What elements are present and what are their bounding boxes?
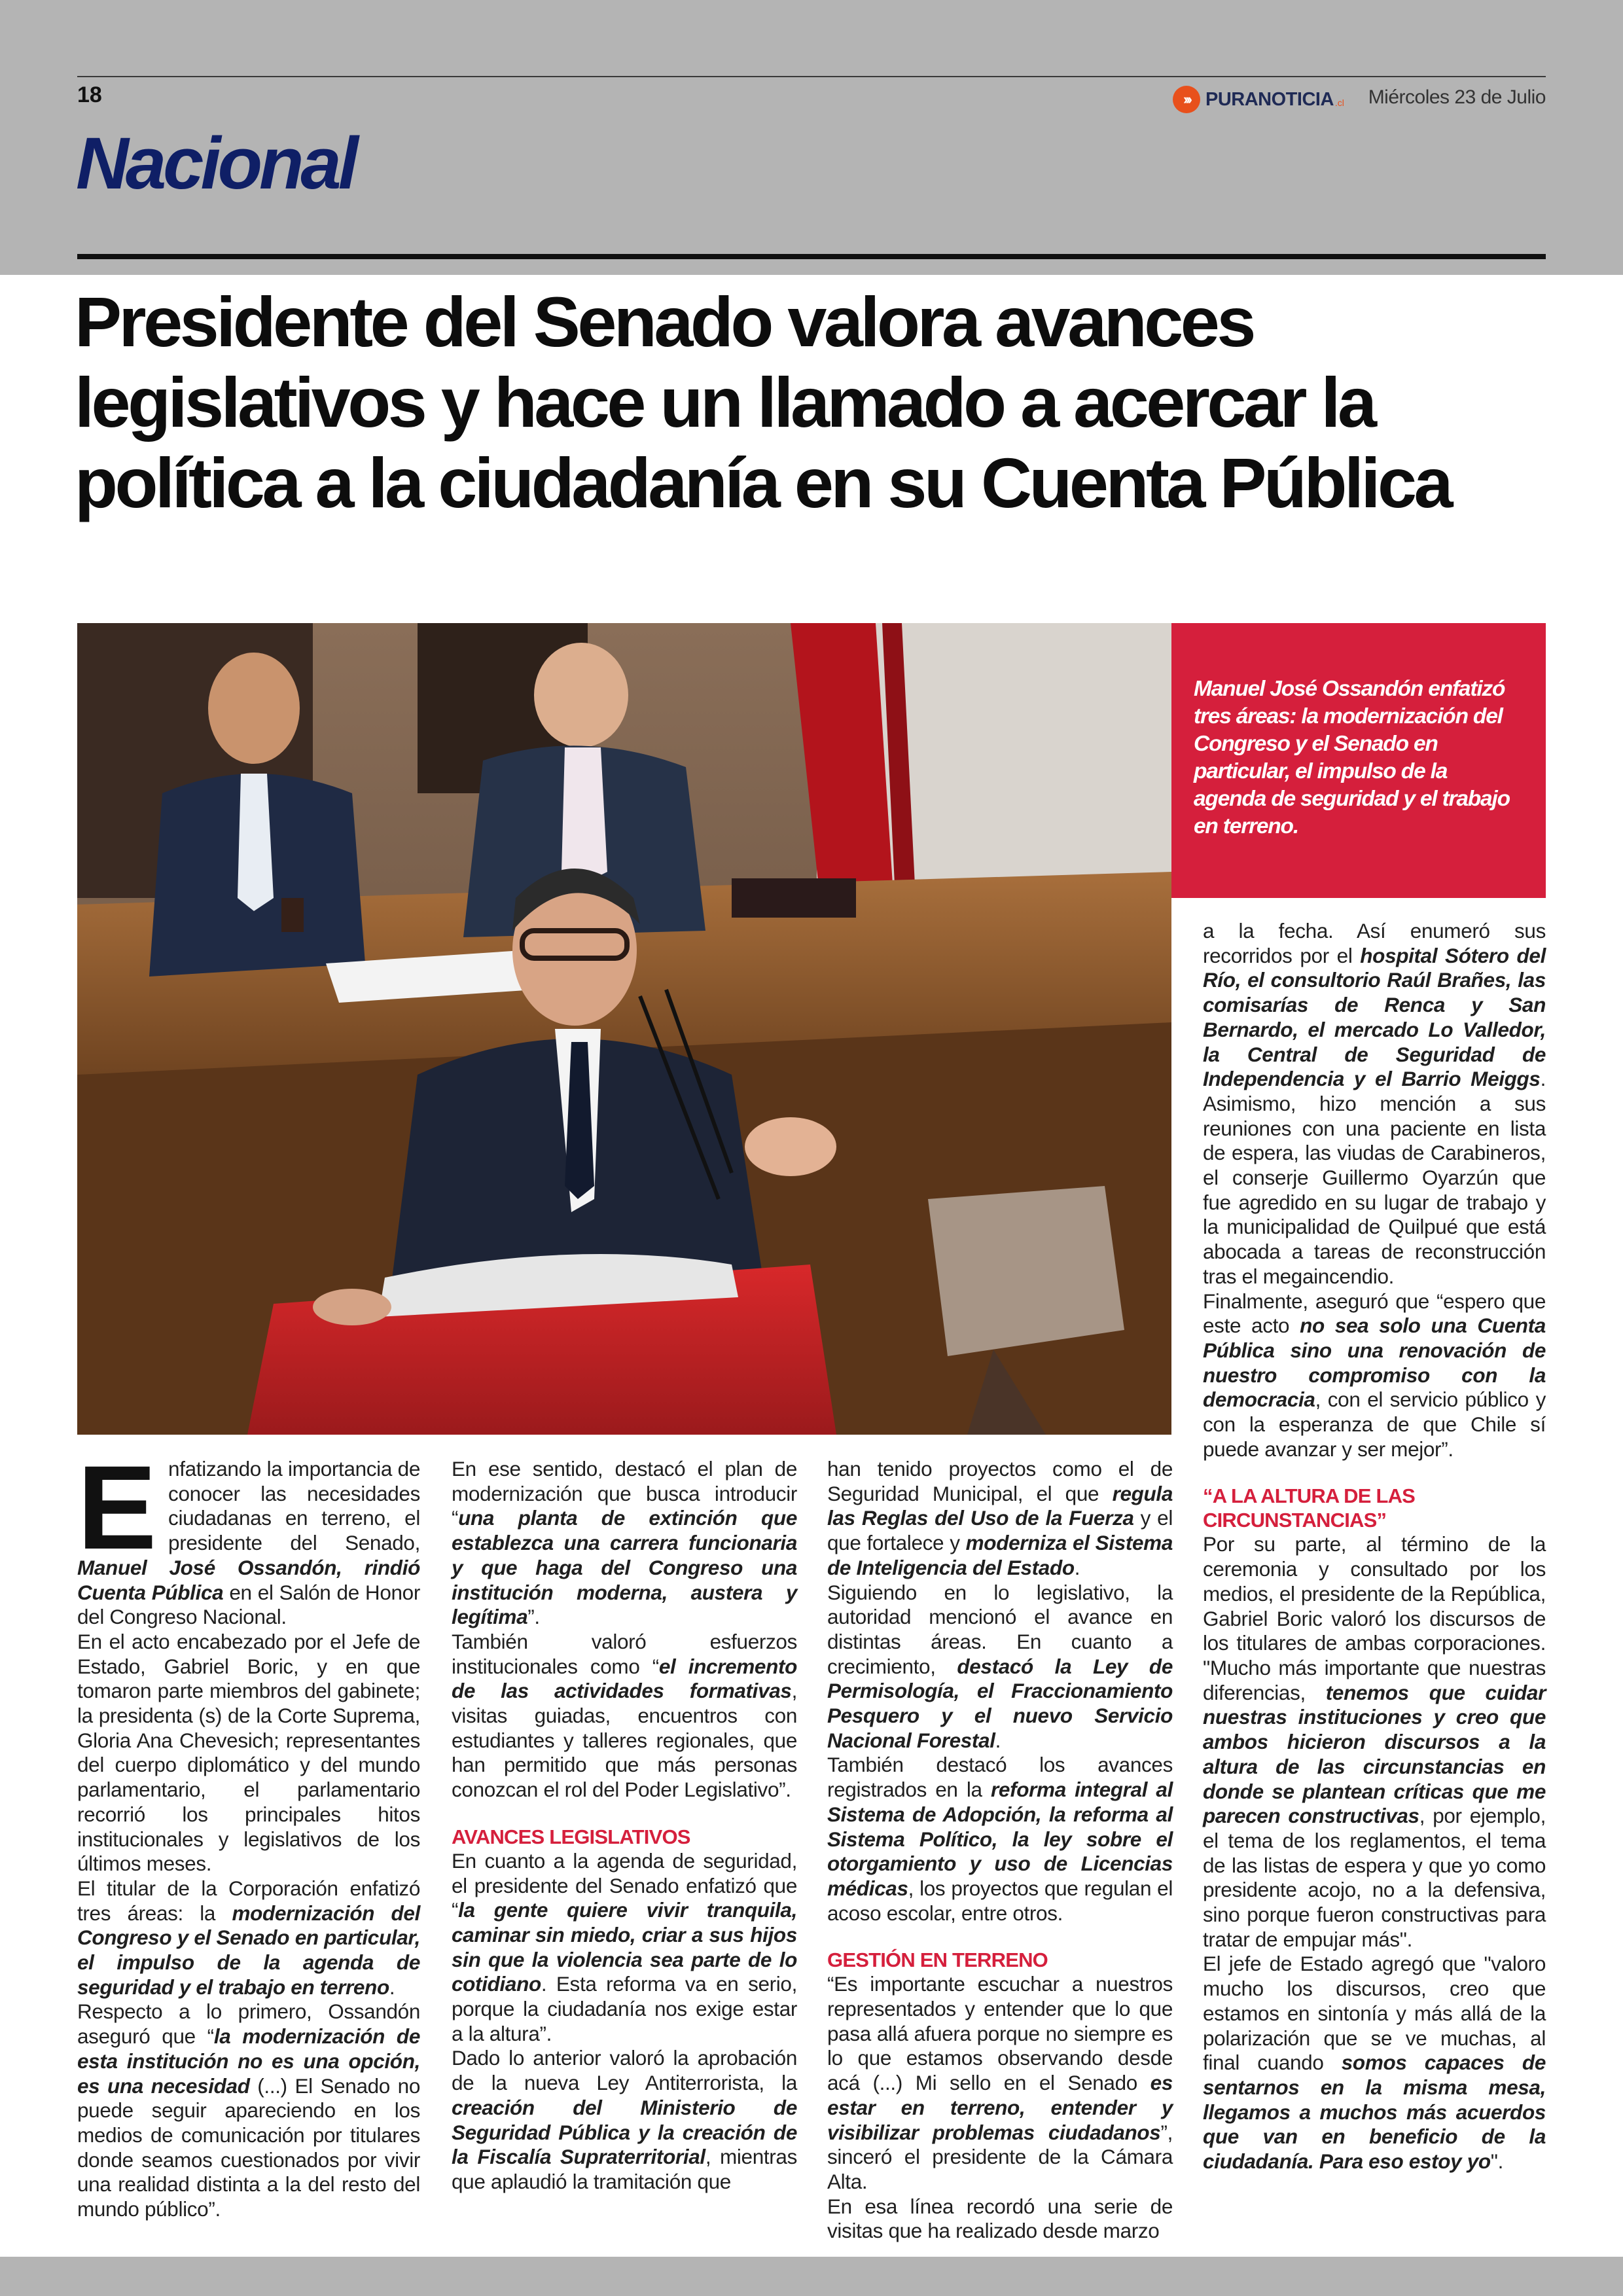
- article-column-3: [827, 1457, 1173, 2244]
- issue-date: Miércoles 23 de Julio: [1368, 86, 1546, 108]
- paragraph-text: El jefe de Estado agregó que "valoro mucho los discursos, creo que estamos en sintonía y más allá de la polarización que se ve muchas, al final cuando: [1203, 1952, 1546, 2075]
- paragraph-text: Respecto a lo primero, Ossandón aseguró que “: [77, 2000, 420, 2049]
- bold-text: creación del Ministerio de Seguridad Pública y la creación de la Fiscalía Supraterritorial: [452, 2095, 797, 2169]
- subheading: GESTIÓN EN TERRENO: [827, 1948, 1048, 1972]
- paragraph-text: a la fecha. Así enumeró sus recorridos por el: [1203, 919, 1546, 967]
- section-title: Nacional: [76, 122, 355, 204]
- paragraph-text: han tenido proyectos como el de Seguridad Municipal, el que: [827, 1457, 1173, 1505]
- paragraph-text: . Asimismo, hizo mención a sus reuniones con una paciente en lista de espera, las viudas de Carabineros, el conserje Guillermo Oyarzún que fue agredido en su lugar de trabajo y la municipalidad de Quilpué que está abocada a tareas de reconstrucción tras el megaincendio.: [1203, 1067, 1546, 1288]
- bold-text: moderniza el Sistema de Inteligencia del Estado: [827, 1531, 1173, 1579]
- bold-text: es estar en terreno, entender y visibilizar problemas ciudadanos: [827, 2071, 1173, 2144]
- paragraph-text: ”.: [527, 1605, 540, 1629]
- bold-text: hospital Sótero del Río, el consultorio Raúl Brañes, las comisarías de Renca y San Bernardo, el mercado Lo Valledor, la Central de Seguridad de Independencia y el Barrio Meiggs: [1203, 943, 1546, 1091]
- paragraph-text: .: [995, 1728, 1001, 1752]
- drop-cap: E: [77, 1441, 157, 1574]
- paragraph-text: Finalmente, aseguró que “espero que este acto: [1203, 1289, 1546, 1338]
- paragraph-text: , visitas guiadas, encuentros con estudiantes y talleres regionales, que han permitido que más personas conozcan el rol del Poder Legislativo”.: [452, 1679, 797, 1802]
- article-paragraph: [77, 1630, 420, 1876]
- article-paragraph: [452, 2046, 797, 2194]
- paragraph-text: En cuanto a la agenda de seguridad, el presidente del Senado enfatizó que “: [452, 1848, 797, 1922]
- paragraph-text: , por ejemplo, el tema de los reglamentos, el tema de las listas de espera y que yo como presidente acojo, no a la defensiva, sino porque fueron constructivas para tratar de empujar más".: [1203, 1804, 1546, 1951]
- article-paragraph: [452, 1457, 797, 1630]
- article-paragraph: [827, 1581, 1173, 1753]
- paragraph-text: (...) El Senado no puede seguir apareciendo en los medios de comunicación por titulares donde seamos cuestionados por vivir una realidad distinta a la del resto del mundo público”.: [77, 2073, 420, 2221]
- article-column-4: [1203, 919, 1546, 2174]
- headline-rule: [77, 254, 1546, 259]
- paragraph-text: .: [1074, 1555, 1080, 1579]
- paragraph-text: ".: [1490, 2149, 1504, 2174]
- article-paragraph: [77, 1876, 420, 2000]
- paragraph-text: en el Salón de Honor del Congreso Nacional.: [77, 1580, 420, 1629]
- article-column-1: [77, 1441, 420, 2222]
- bold-text: tenemos que cuidar nuestras instituciones y creo que ambos hicieron discursos a la altura de las circunstancias en donde se plantean críticas que me parecen constructivas: [1203, 1680, 1546, 1828]
- paragraph-text: El titular de la Corporación enfatizó tres áreas: la: [77, 1876, 420, 1925]
- article-paragraph: [827, 1972, 1173, 2194]
- article-column-2: [452, 1457, 797, 2195]
- logo-arrows-icon: ›››: [1173, 86, 1200, 113]
- paragraph-text: También valoró esfuerzos institucionales como “: [452, 1629, 797, 1678]
- article-paragraph: [1203, 1952, 1546, 2174]
- article-paragraph: [452, 1849, 797, 2047]
- top-rule: [77, 76, 1546, 77]
- bold-text: destacó la Ley de Permisología, el Fraccionamiento Pesquero y el nuevo Servicio Nacional Forestal: [827, 1654, 1173, 1752]
- bold-text: el incremento de las actividades formativas: [452, 1654, 798, 1703]
- paragraph-text: ”, sinceró el presidente de la Cámara Alta.: [827, 2120, 1173, 2193]
- paragraph-text: Siguiendo en lo legislativo, la autoridad mencionó el avance en distintas áreas. En cuanto a crecimiento,: [827, 1580, 1173, 1678]
- article-paragraph: [1203, 1289, 1546, 1462]
- paragraph-text: , con el servicio público y con la esperanza de que Chile sí puede avanzar y ser mejor”.: [1203, 1388, 1546, 1461]
- article-photo: [77, 623, 1171, 1435]
- article-paragraph: [77, 2000, 420, 2221]
- pull-quote: Manuel José Ossandón enfatizó tres áreas: la modernización del Congreso y el Senado en particular, el impulso de la agenda de seguridad y el trabajo en terreno.: [1171, 623, 1546, 898]
- bold-text: la modernización de esta institución no es una opción, es una necesidad: [77, 2024, 420, 2098]
- bold-text: no sea solo una Cuenta Pública sino una renovación de nuestro compromiso con la democracia: [1203, 1314, 1546, 1412]
- bold-text: la gente quiere vivir tranquila, caminar sin miedo, criar a sus hijos sin que la violencia sea parte de lo cotidiano: [452, 1898, 797, 1996]
- article-paragraph: [827, 1753, 1173, 1926]
- article-paragraph: [827, 2195, 1173, 2244]
- page-number: 18: [77, 82, 102, 107]
- headline: Presidente del Senado valora avances legislativos y hace un llamado a acercar la política a la ciudadanía en su Cuenta Pública: [75, 282, 1451, 522]
- logo-suffix: .cl: [1334, 98, 1344, 108]
- article-paragraph: [827, 1457, 1173, 1581]
- paragraph-text: , los proyectos que regulan el acoso escolar, entre otros.: [827, 1876, 1173, 1925]
- paragraph-text: En esa línea recordó una serie de visitas que ha realizado desde marzo: [827, 2194, 1173, 2243]
- bold-text: regula las Reglas del Uso de la Fuerza: [827, 1481, 1173, 1530]
- article-paragraph: [1203, 1532, 1546, 1952]
- subheading: “A LA ALTURA DE LAS CIRCUNSTANCIAS”: [1203, 1484, 1416, 1532]
- bold-text: reforma integral al Sistema de Adopción, la reforma al Sistema Político, la ley sobre el otorgamiento y uso de Licencias médicas: [827, 1778, 1173, 1900]
- bold-text: modernización del Congreso y el Senado en particular, el impulso de la agenda de seguridad y el trabajo en terreno: [77, 1901, 420, 1999]
- article-paragraph: [77, 1441, 420, 1630]
- paragraph-text: . Esta reforma va en serio, porque la ciudadanía nos exige estar a la altura”.: [452, 1972, 797, 2045]
- paragraph-text: nfatizando la importancia de conocer las necesidades ciudadanas en terreno, el presidente del Senado,: [168, 1457, 420, 1555]
- paragraph-text: También destacó los avances registrados en la: [827, 1753, 1173, 1802]
- paragraph-text: , mientras que aplaudió la tramitación que: [452, 2145, 797, 2193]
- paragraph-text: .: [389, 1975, 395, 1999]
- bold-text: somos capaces de sentarnos en la misma mesa, llegamos a muchos más acuerdos que van en beneficio de la ciudadanía. Para eso estoy yo: [1203, 2051, 1546, 2174]
- paragraph-text: Dado lo anterior valoró la aprobación de la nueva Ley Antiterrorista, la: [452, 2046, 797, 2095]
- press-photo-senate-podium-icon: [77, 623, 1171, 1435]
- logo-text: PURANOTICIA: [1205, 88, 1334, 110]
- paragraph-text: “Es importante escuchar a nuestros representados y entender que lo que pasa allá afuera porque no siempre es lo que estamos observando desde acá (...) Mi sello en el Senado: [827, 1972, 1173, 2095]
- footer-band: [0, 2257, 1623, 2296]
- puranoticia-logo: [1173, 84, 1344, 115]
- bold-text: una planta de extinción que establezca una carrera funcionaria y que haga del Congreso una institución moderna, austera y legítima: [452, 1506, 797, 1629]
- bold-text: Manuel José Ossandón, rindió Cuenta Pública: [77, 1555, 420, 1604]
- article-paragraph: [452, 1630, 797, 1803]
- paragraph-text: En ese sentido, destacó el plan de modernización que busca introducir “: [452, 1457, 797, 1530]
- paragraph-text: En el acto encabezado por el Jefe de Estado, Gabriel Boric, y en que tomaron parte miembros del gabinete; la presidenta (s) de la Corte Suprema, Gloria Ana Chevesich; representantes del cuerpo diplomático y del mundo parlamentario, el parlamentario recorrió los principales hitos institucionales y legislativos de los últimos meses.: [77, 1629, 420, 1876]
- paragraph-text: y el que fortalece y: [827, 1506, 1173, 1555]
- subheading: AVANCES LEGISLATIVOS: [452, 1825, 690, 1848]
- paragraph-text: Por su parte, al término de la ceremonia y consultado por los medios, el presidente de la República, Gabriel Boric valoró los discursos de los titulares de ambas corporaciones. "Mucho más importante que nuestras diferencias,: [1203, 1532, 1546, 1704]
- article-paragraph: [1203, 919, 1546, 1289]
